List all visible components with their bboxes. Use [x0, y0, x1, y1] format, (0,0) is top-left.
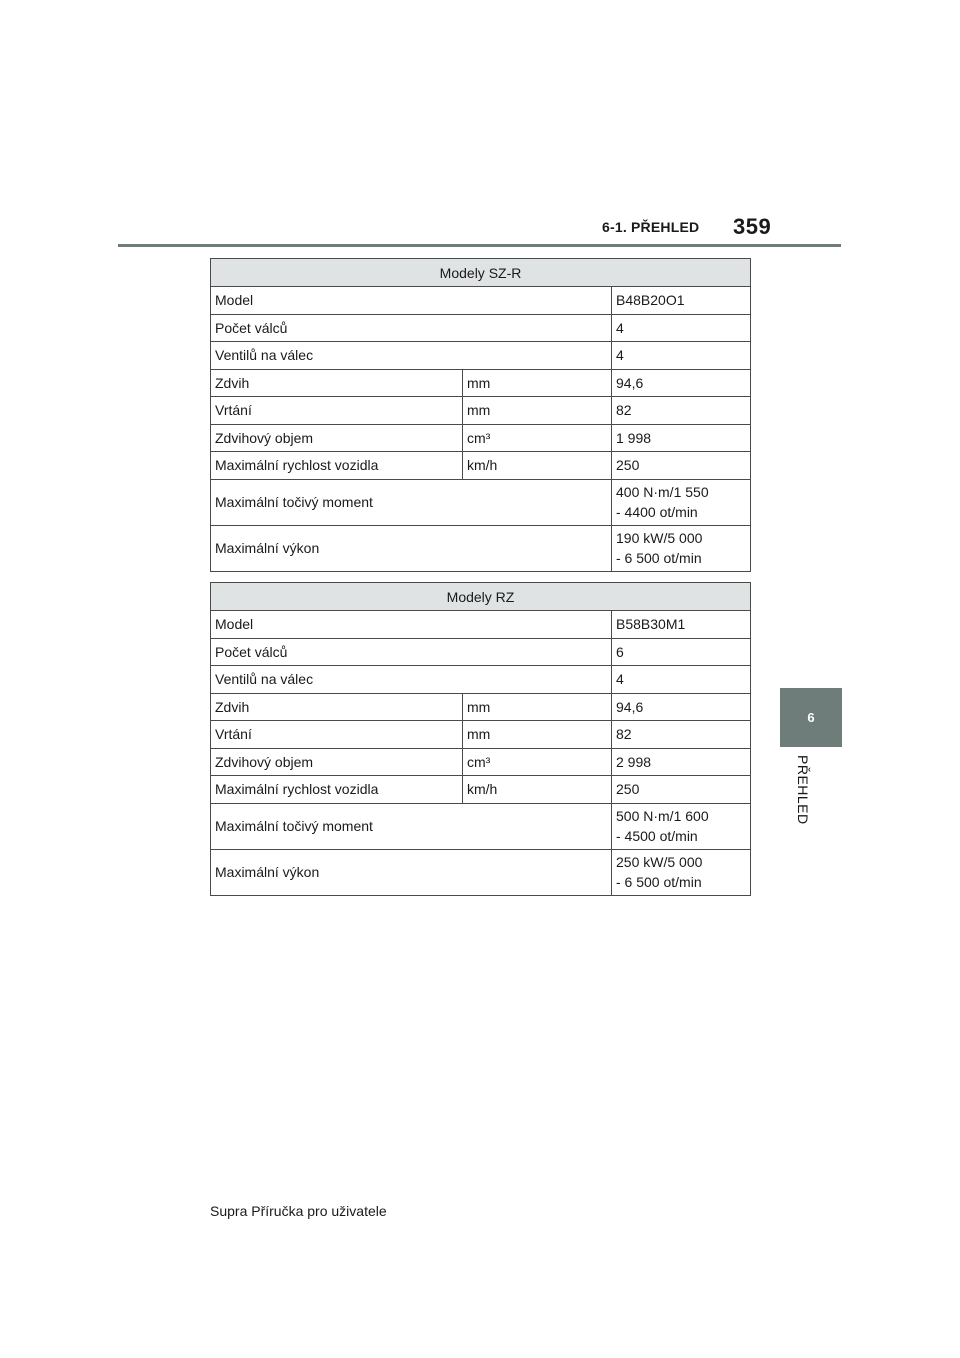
row-value-line: B48B20O1 [616, 292, 685, 309]
row-label: Maximální výkon [211, 849, 612, 895]
row-value-line: - 6 500 ot/min [616, 550, 702, 566]
row-value-line: 250 kW/5 000 [616, 854, 703, 870]
table-row [211, 452, 751, 480]
row-value-line: B58B30M1 [616, 616, 686, 633]
page-number: 359 [733, 214, 772, 239]
row-value-line: 94,6 [616, 698, 644, 715]
table-row [211, 721, 751, 749]
table-row [211, 638, 751, 666]
spec-table-rz [210, 582, 751, 896]
row-value-line: 4 [616, 319, 624, 336]
row-label: Maximální rychlost vozidla [211, 776, 463, 804]
row-value [612, 342, 751, 370]
row-unit: cm³ [463, 424, 612, 452]
row-unit: mm [463, 693, 612, 721]
row-value [612, 424, 751, 452]
row-value-line: 82 [616, 726, 632, 743]
spec-table-sz-r [210, 258, 751, 572]
table-row [211, 776, 751, 804]
row-value [612, 638, 751, 666]
row-value-line: 250 [616, 781, 640, 798]
table-row [211, 849, 751, 895]
table-row [211, 287, 751, 315]
row-unit: mm [463, 721, 612, 749]
row-unit: km/h [463, 776, 612, 804]
row-value [612, 721, 751, 749]
row-value [612, 693, 751, 721]
table-row [211, 748, 751, 776]
table-row [211, 397, 751, 425]
table-caption: Modely RZ [211, 583, 751, 611]
table-row [211, 314, 751, 342]
row-value [612, 748, 751, 776]
row-value-line: 4 [616, 671, 624, 688]
row-label: Maximální rychlost vozidla [211, 452, 463, 480]
row-value-line: 6 [616, 643, 624, 660]
row-value-line: 500 N·m/1 600 [616, 808, 709, 824]
row-label: Zdvihový objem [211, 748, 463, 776]
row-value [612, 314, 751, 342]
row-label: Maximální točivý moment [211, 479, 612, 525]
footer-text: Supra Příručka pro uživatele [210, 1203, 387, 1219]
row-unit: mm [463, 397, 612, 425]
row-label: Vrtání [211, 721, 463, 749]
table-row [211, 611, 751, 639]
row-unit: km/h [463, 452, 612, 480]
row-value-line: - 4400 ot/min [616, 504, 698, 520]
row-label: Ventilů na válec [211, 342, 612, 370]
row-value [612, 369, 751, 397]
row-value-line: 82 [616, 402, 632, 419]
row-value [612, 287, 751, 315]
row-value [612, 803, 751, 849]
chapter-number: 6 [807, 710, 815, 725]
row-label: Maximální výkon [211, 525, 612, 571]
table-row [211, 666, 751, 694]
row-value [612, 666, 751, 694]
row-unit: cm³ [463, 748, 612, 776]
row-label: Model [211, 611, 612, 639]
table-row [211, 693, 751, 721]
row-value [612, 611, 751, 639]
row-value-line: - 6 500 ot/min [616, 874, 702, 890]
row-value [612, 479, 751, 525]
row-value-line: 94,6 [616, 374, 644, 391]
section-title: 6-1. PŘEHLED [602, 219, 700, 235]
row-value [612, 452, 751, 480]
table-row [211, 424, 751, 452]
table-caption: Modely SZ-R [211, 259, 751, 287]
row-value-line: 2 998 [616, 753, 652, 770]
row-label: Ventilů na válec [211, 666, 612, 694]
row-label: Zdvihový objem [211, 424, 463, 452]
header-divider [118, 244, 841, 247]
row-value-line: 1 998 [616, 429, 652, 446]
row-value-line: 400 N·m/1 550 [616, 484, 709, 500]
table-row [211, 479, 751, 525]
row-value [612, 397, 751, 425]
chapter-label: PŘEHLED [795, 755, 811, 825]
row-unit: mm [463, 369, 612, 397]
row-value-line: 250 [616, 457, 640, 474]
chapter-tab [780, 688, 842, 747]
row-label: Maximální točivý moment [211, 803, 612, 849]
row-label: Model [211, 287, 612, 315]
table-row [211, 342, 751, 370]
row-value-line: - 4500 ot/min [616, 828, 698, 844]
row-value-line: 190 kW/5 000 [616, 530, 703, 546]
row-label: Zdvih [211, 693, 463, 721]
row-label: Vrtání [211, 397, 463, 425]
table-row [211, 369, 751, 397]
row-value [612, 776, 751, 804]
table-row [211, 803, 751, 849]
row-value-line: 4 [616, 347, 624, 364]
row-label: Počet válců [211, 638, 612, 666]
row-value [612, 849, 751, 895]
row-value [612, 525, 751, 571]
row-label: Počet válců [211, 314, 612, 342]
table-row [211, 525, 751, 571]
row-label: Zdvih [211, 369, 463, 397]
